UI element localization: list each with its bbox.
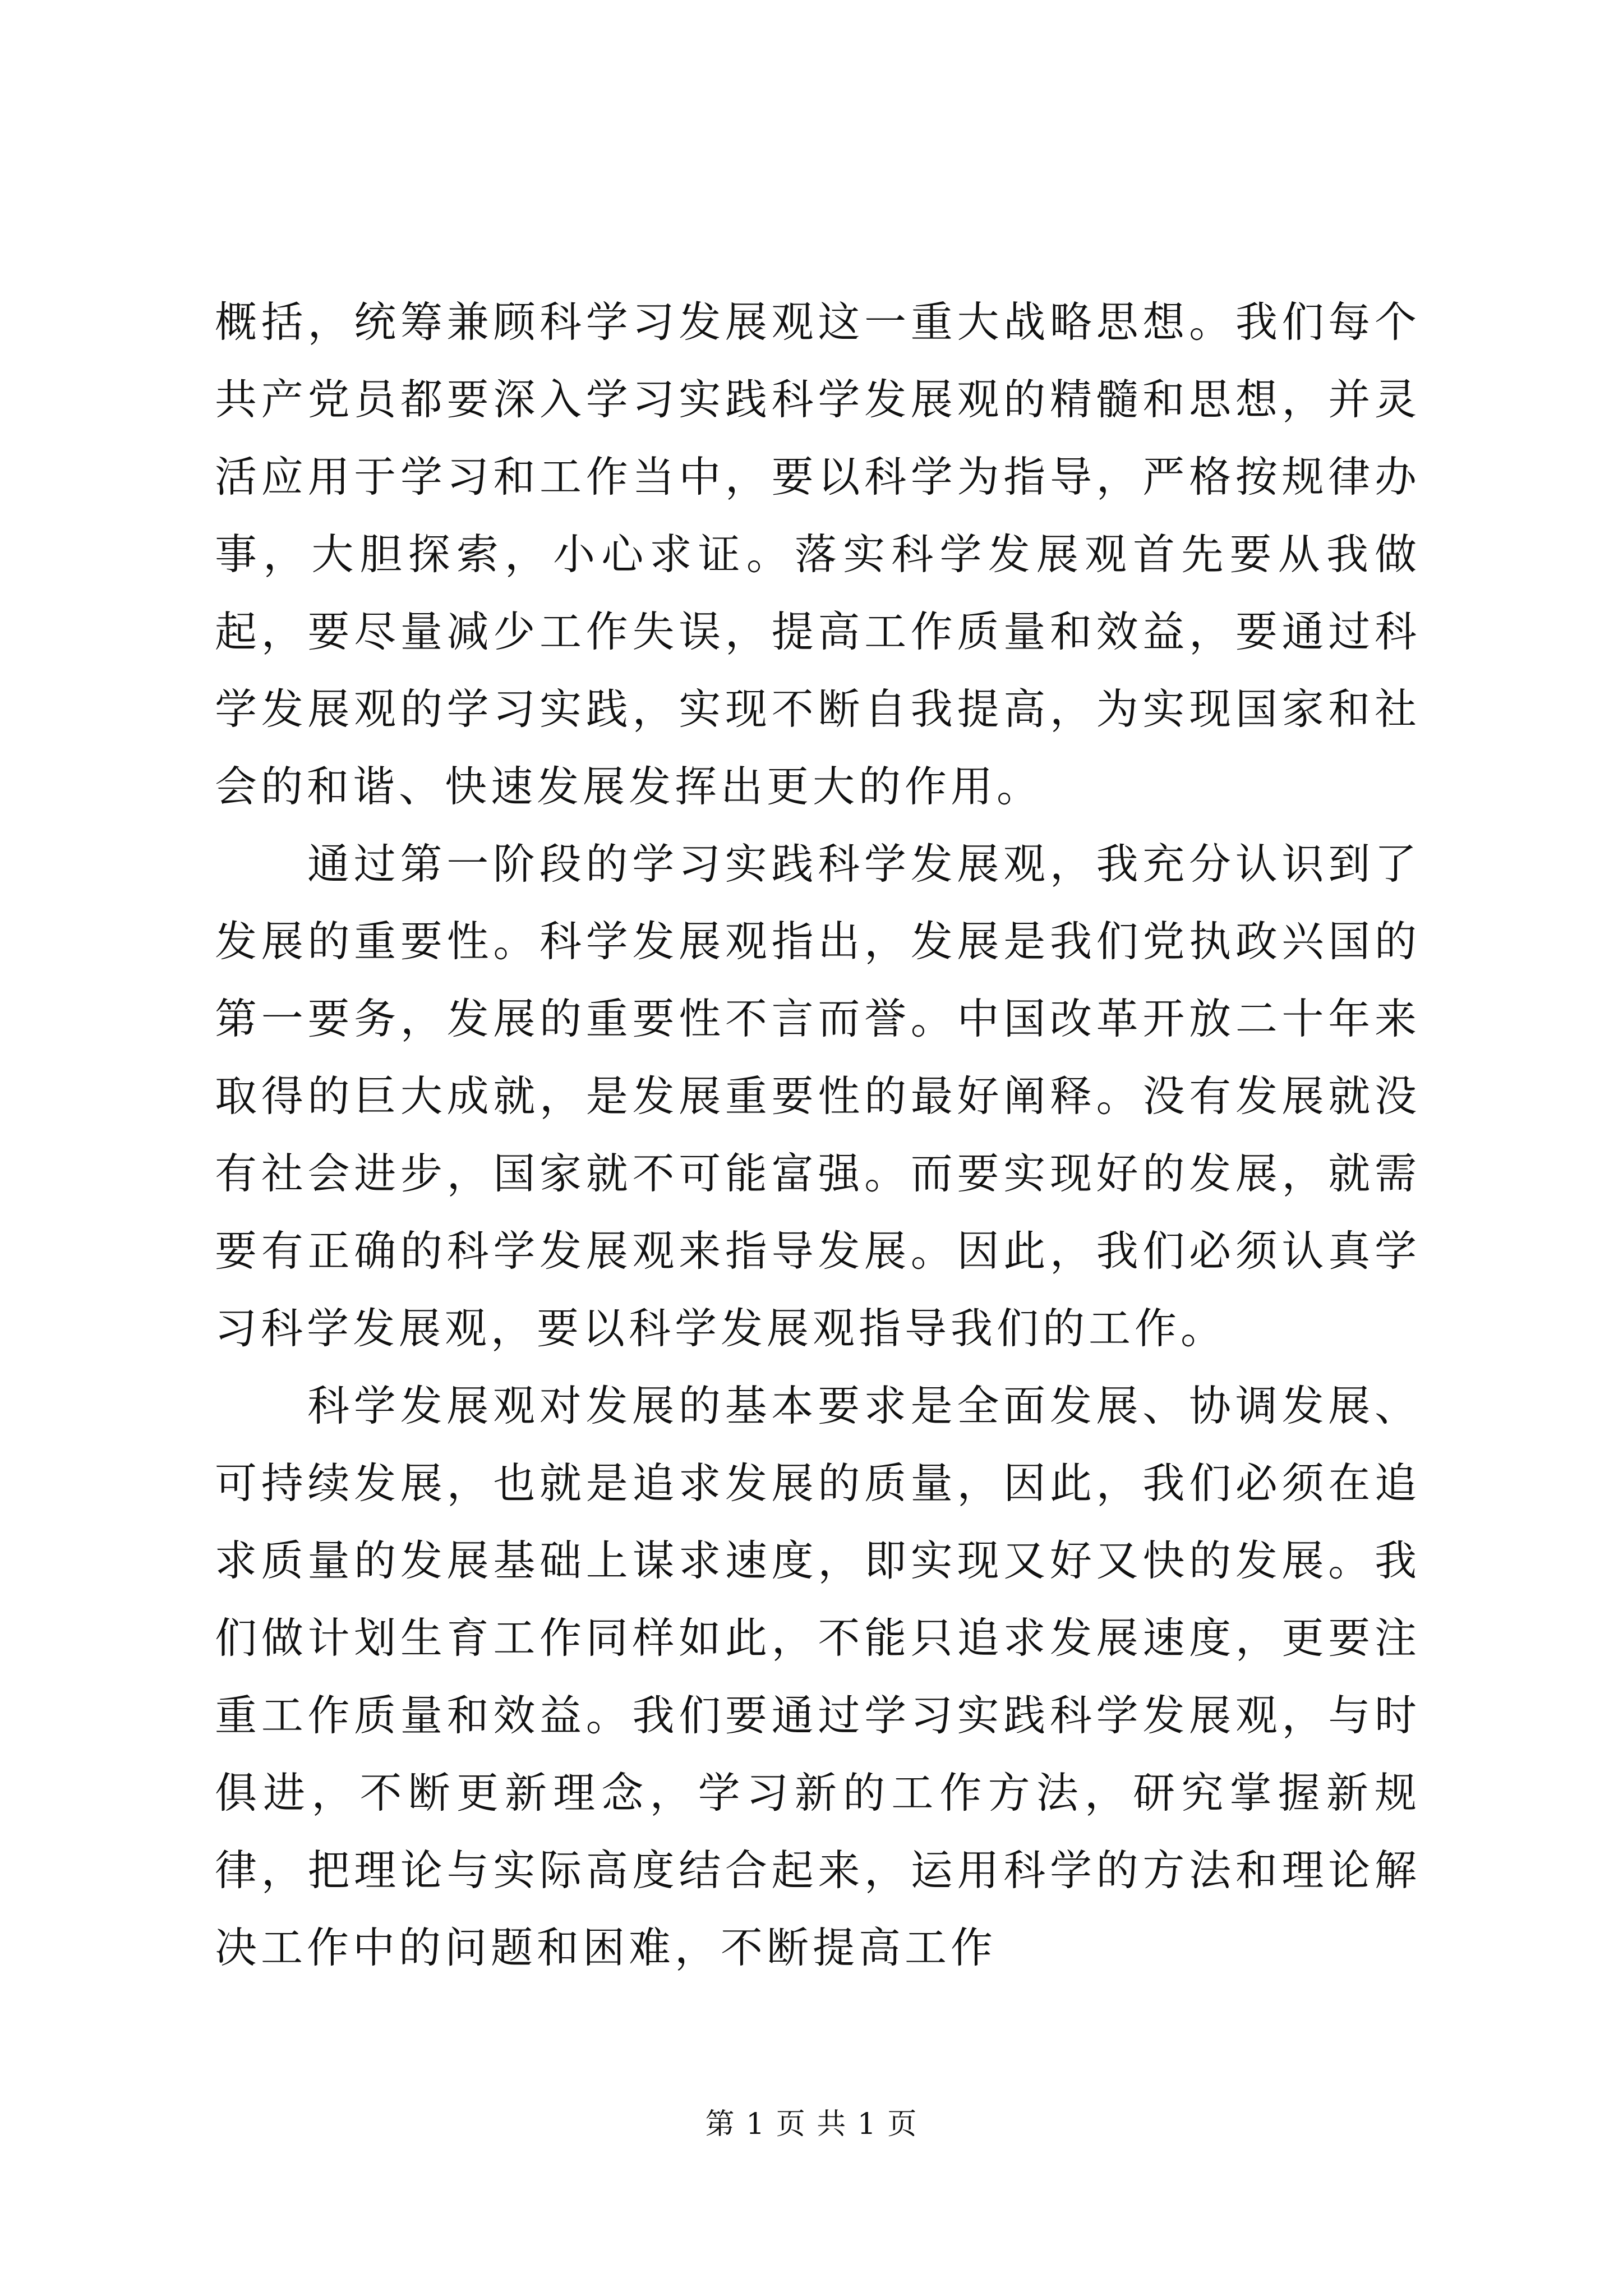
paragraph-2: 通过第一阶段的学习实践科学发展观，我充分认识到了发展的重要性。科学发展观指出，发展是我们党执政兴国的第一要务，发展的重要性不言而誉。中国改革开放二十年来取得的巨大成就，是发展重要性的最好阐释。没有发展就没有社会进步，国家就不可能富强。而要实现好的发展，就需要有正确的科学发展观来指导发展。因此，我们必须认真学习科学发展观，要以科学发展观指导我们的工作。 (215, 839, 1421, 1353)
page-footer: 第 1 页 共 1 页 (705, 2108, 918, 2141)
paragraph-1: 概括，统筹兼顾科学习发展观这一重大战略思想。我们每个共产党员都要深入学习实践科学发展观的精髓和思想，并灵活应用于学习和工作当中，要以科学为指导，严格按规律办事，大胆探索，小心求证。落实科学发展观首先要从我做起，要尽量减少工作失误，提高工作质量和效益，要通过科学发展观的学习实践，实现不断自我提高，为实现国家和社会的和谐、快速发展发挥出更大的作用。 (215, 297, 1421, 811)
document-body (215, 283, 1421, 1986)
paragraph-3: 科学发展观对发展的基本要求是全面发展、协调发展、可持续发展，也就是追求发展的质量，因此，我们必须在追求质量的发展基础上谋求速度，即实现又好又快的发展。我们做计划生育工作同样如此，不能只追求发展速度，更要注重工作质量和效益。我们要通过学习实践科学发展观，与时俱进，不断更新理念，学习新的工作方法，研究掌握新规律，把理论与实际高度结合起来，运用科学的方法和理论解决工作中的问题和困难，不断提高工作 (215, 1381, 1421, 1972)
